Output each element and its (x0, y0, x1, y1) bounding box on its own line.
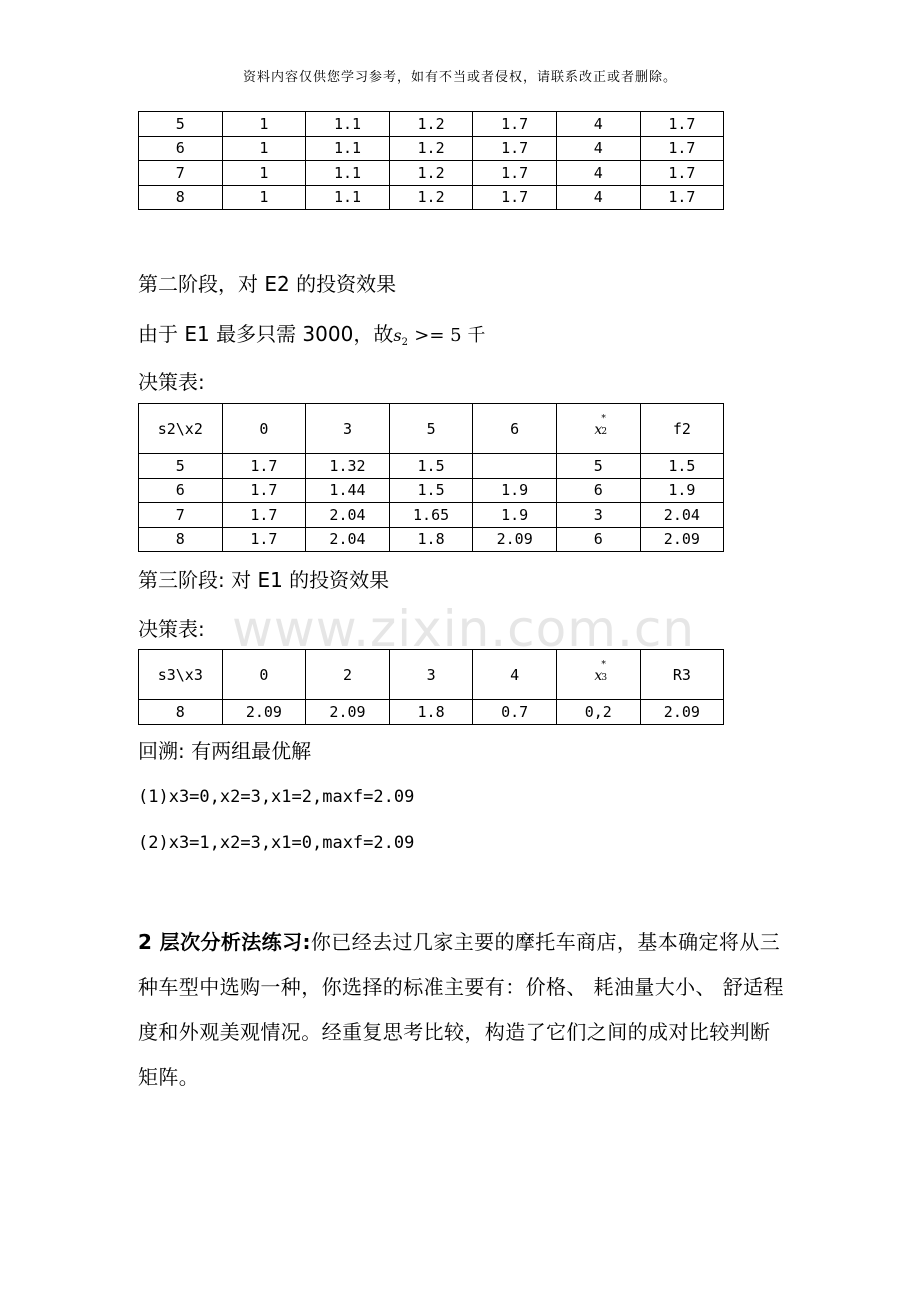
table-row (139, 478, 724, 503)
table-cell: 1.1 (306, 136, 390, 161)
table-cell: 2.09 (640, 527, 724, 552)
stage3-heading: 第三阶段: 对 E1 的投资效果 (138, 568, 390, 592)
table-cell: 1.7 (640, 161, 724, 186)
stage3-header-cell: 0 (222, 650, 306, 700)
stage2-header-cell: 0 (222, 404, 306, 454)
table-cell: 1.7 (473, 161, 557, 186)
table-cell: 5 (139, 454, 223, 479)
page-header: 资料内容仅供您学习参考，如有不当或者侵权，请联系改正或者删除。 (242, 70, 677, 85)
table-cell: 6 (139, 136, 223, 161)
optimal-x-symbol: x * 3 (594, 659, 608, 684)
table-cell: 2.09 (306, 700, 390, 725)
backtrack-heading: 回溯: 有两组最优解 (138, 739, 312, 763)
table-cell: 1.7 (640, 112, 724, 137)
table-cell: 8 (139, 185, 223, 210)
table-cell: 1.2 (389, 136, 473, 161)
table-cell: 1.32 (306, 454, 390, 479)
table-row (139, 161, 724, 186)
stage3-header-cell: 4 (473, 650, 557, 700)
stage2-table (138, 403, 724, 552)
table-cell: 1.2 (389, 185, 473, 210)
table-row (139, 700, 724, 725)
stage3-header-cell: s3\x3 (139, 650, 223, 700)
table-cell: 8 (139, 527, 223, 552)
stage3-table-label: 决策表: (138, 617, 205, 641)
table-row (139, 185, 724, 210)
table-cell: 1 (222, 136, 306, 161)
table-cell: 1.1 (306, 112, 390, 137)
table-cell: 1.9 (640, 478, 724, 503)
table-row (139, 112, 724, 137)
exercise-paragraph (138, 920, 788, 1100)
stage2-table-label: 决策表: (138, 370, 205, 394)
table-header-row (139, 650, 724, 700)
stage2-header-cell (556, 404, 640, 454)
table-cell: 1.9 (473, 478, 557, 503)
table-cell: 2.04 (306, 503, 390, 528)
table-cell: 1.8 (389, 527, 473, 552)
table-row (139, 454, 724, 479)
table-cell: 2.09 (640, 700, 724, 725)
table-cell: 8 (139, 700, 223, 725)
table-cell: 6 (139, 478, 223, 503)
table-cell: 3 (556, 503, 640, 528)
table-cell: 1 (222, 185, 306, 210)
table-cell: 1.65 (389, 503, 473, 528)
table-cell: 1.1 (306, 161, 390, 186)
stage3-table (138, 649, 724, 725)
table-cell: 6 (556, 527, 640, 552)
stage2-header-cell: s2\x2 (139, 404, 223, 454)
table-cell: 0,2 (556, 700, 640, 725)
stage2-header-cell: 3 (306, 404, 390, 454)
table-cell: 1.7 (222, 478, 306, 503)
table-cell: 2.09 (222, 700, 306, 725)
table-cell: 1.7 (640, 185, 724, 210)
stage2-heading: 第二阶段，对 E2 的投资效果 (138, 272, 397, 296)
table-row (139, 136, 724, 161)
table-cell: 1.5 (389, 454, 473, 479)
stage3-header-cell (556, 650, 640, 700)
table-cell: 4 (556, 136, 640, 161)
stage2-note-prefix: 由于 E1 最多只需 3000，故 (138, 322, 394, 346)
table-cell: 2.04 (306, 527, 390, 552)
stage3-header-cell: 3 (389, 650, 473, 700)
table-cell: 1.7 (473, 185, 557, 210)
table-header-row (139, 404, 724, 454)
table-cell: 5 (139, 112, 223, 137)
table-cell: 1.8 (389, 700, 473, 725)
table-cell: 4 (556, 161, 640, 186)
table-cell: 1.9 (473, 503, 557, 528)
table-cell: 6 (556, 478, 640, 503)
stage3-header-cell: R3 (640, 650, 724, 700)
stage2-note (138, 318, 485, 348)
table-cell: 2.04 (640, 503, 724, 528)
exercise-title: 2 层次分析法练习: (138, 930, 311, 954)
table-row (139, 527, 724, 552)
table-cell: 1.7 (640, 136, 724, 161)
exercise-body: 你已经去过几家主要的摩托车商店，基本确定将从三种车型中选购一种，你选择的标准主要有：价格、 耗油量大小、 舒适程度和外观美观情况。经重复思考比较，构造了它们之间的成对比较判断矩阵。 (138, 930, 784, 1089)
solution-1: (1)x3=0,x2=3,x1=2,maxf=2.09 (138, 787, 415, 807)
stage3-header-cell: 2 (306, 650, 390, 700)
s2-variable: $s_2$ (393, 326, 408, 349)
table-cell: 1.5 (389, 478, 473, 503)
watermark: www.zixin.com.cn (232, 600, 696, 658)
table-cell: 1.7 (473, 136, 557, 161)
table-cell: 1.7 (222, 503, 306, 528)
stage1-table (138, 111, 724, 210)
table-cell: 1.7 (222, 454, 306, 479)
table-cell: 1.5 (640, 454, 724, 479)
table-cell: 4 (556, 112, 640, 137)
optimal-x-symbol: x * 2 (594, 413, 608, 438)
table-cell: 5 (556, 454, 640, 479)
table-cell: 7 (139, 503, 223, 528)
stage2-header-cell: 6 (473, 404, 557, 454)
table-cell: 1 (222, 112, 306, 137)
stage2-header-cell: 5 (389, 404, 473, 454)
table-cell: 1.2 (389, 161, 473, 186)
table-cell: 1.1 (306, 185, 390, 210)
table-cell: 7 (139, 161, 223, 186)
table-cell: 0.7 (473, 700, 557, 725)
table-row (139, 503, 724, 528)
table-cell: 1.2 (389, 112, 473, 137)
stage2-note-suffix: >= 5 千 (414, 325, 486, 346)
table-cell: 4 (556, 185, 640, 210)
solution-2: (2)x3=1,x2=3,x1=0,maxf=2.09 (138, 833, 415, 853)
table-cell: 1.7 (473, 112, 557, 137)
table-cell: 2.09 (473, 527, 557, 552)
table-cell: 1.7 (222, 527, 306, 552)
table-cell: 1 (222, 161, 306, 186)
stage2-header-cell: f2 (640, 404, 724, 454)
table-cell: 1.44 (306, 478, 390, 503)
table-cell (473, 454, 557, 479)
